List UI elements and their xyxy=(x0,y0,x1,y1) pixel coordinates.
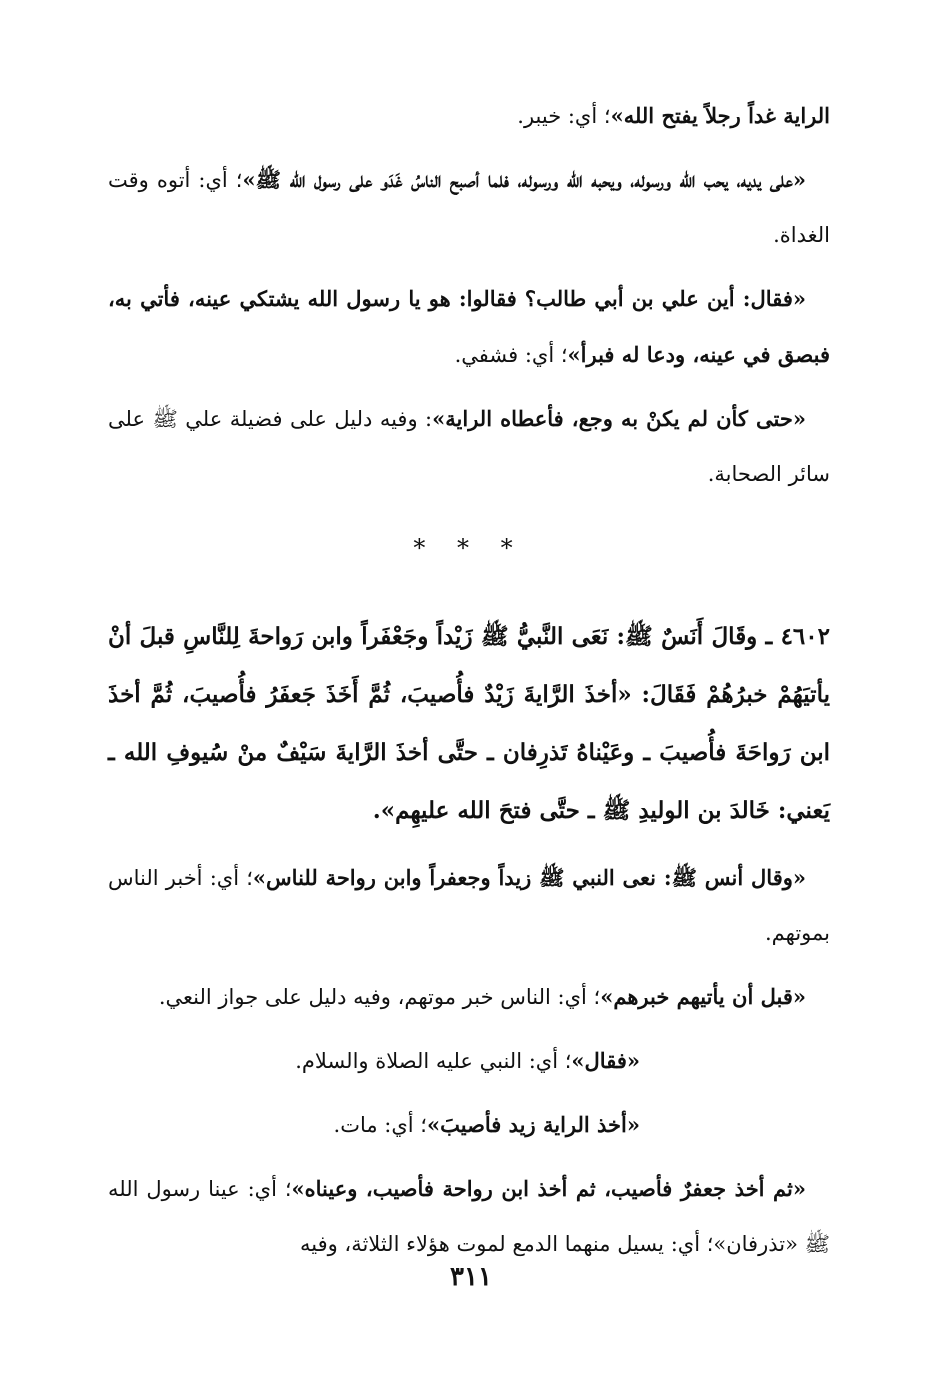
commentary-paragraph-1 xyxy=(108,88,830,144)
page-number: ٣١١ xyxy=(450,1262,492,1292)
explanation-text: ؛ أي: عينا رسول الله ﷺ «تذرفان»؛ أي: يسيل منهما الدمع لموت هؤلاء الثلاثة، وفيه xyxy=(108,1177,830,1256)
quoted-text: «حتى كأن لم يكنْ به وجع، فأعطاه الراية» xyxy=(432,406,806,431)
commentary-paragraph-3 xyxy=(108,271,830,383)
explanation-text: : وفيه دليل على فضيلة علي ﷺ على سائر الصحابة. xyxy=(108,407,830,486)
quoted-text: «ثم أخذ جعفرٌ فأصيب، ثم أخذ ابن رواحة فأصيب، وعيناه» xyxy=(291,1176,806,1201)
explanation-text: ؛ أي: الناس خبر موتهم، وفيه دليل على جواز النعي. xyxy=(158,985,601,1009)
quoted-text: الراية غداً رجلاً يفتح الله» xyxy=(610,103,830,128)
commentary-paragraph-4 xyxy=(108,391,830,502)
commentary-paragraph-8 xyxy=(108,1097,830,1153)
commentary-paragraph-5 xyxy=(108,850,830,961)
commentary-paragraph-9 xyxy=(108,1161,830,1272)
explanation-text: ؛ أي: فشفي. xyxy=(454,343,568,367)
section-separator: * * * xyxy=(413,534,525,562)
explanation-text: ؛ أي: مات. xyxy=(333,1113,427,1137)
quoted-text: «على يديه، يحب الله ورسوله، ويحبه الله ورسوله، فلما أصبح الناسُ غَدَو على رسول الله ﷺ» xyxy=(242,167,806,192)
commentary-paragraph-2 xyxy=(108,152,830,263)
explanation-text: ؛ أي: خيبر. xyxy=(517,104,611,128)
commentary-paragraph-7 xyxy=(108,1033,830,1089)
hadith-text: ٤٦٠٢ ـ وقَالَ أَنَسٌ ﷺ: نَعَى النَّبيُّ ﷺ زَيْداً وجَعْفَراً وابن رَواحةَ لِلنَّاسِ قبلَ أنْ يأتيَهُمْ خبرُهُمْ فَقَالَ: «أخذَ الرَّايةَ زَيْدٌ فأُصيبَ، ثُمَّ أَخَذَ جَعفَرُ فأُصيبَ، ثُمَّ أخذَ ابن رَواحَةَ فأُصيبَ ـ وعَيْناهُ تَذرِفان ـ حتَّى أخذَ الرَّايةَ سَيْفٌ منْ سُيوفِ الله ـ يَعني: خَالدَ بن الوليدِ ﷺ ـ حتَّى فتحَ الله عليهِم». xyxy=(108,623,830,824)
quoted-text: «وقال أنس ﷺ: نعى النبي ﷺ زيداً وجعفراً وابن رواحة للناس» xyxy=(252,865,806,890)
commentary-paragraph-6 xyxy=(108,969,830,1025)
explanation-text: ؛ أي: النبي عليه الصلاة والسلام. xyxy=(295,1049,572,1073)
quoted-text: «فقال» xyxy=(571,1048,640,1073)
quoted-text: «فقال: أين علي بن أبي طالب؟ فقالوا: هو يا رسول الله يشتكي عينه، فأتي به، فبصق في عينه، ودعا له فبرأ» xyxy=(108,286,830,367)
quoted-text: «أخذ الراية زيد فأصيبَ» xyxy=(426,1112,640,1137)
page-body xyxy=(108,88,830,1280)
explanation-text: ؛ أي: أتوه وقت الغداة. xyxy=(108,168,830,247)
quoted-text: «قبل أن يأتيهم خبرهم» xyxy=(600,984,806,1009)
explanation-text: ؛ أي: أخبر الناس بموتهم. xyxy=(108,866,830,945)
